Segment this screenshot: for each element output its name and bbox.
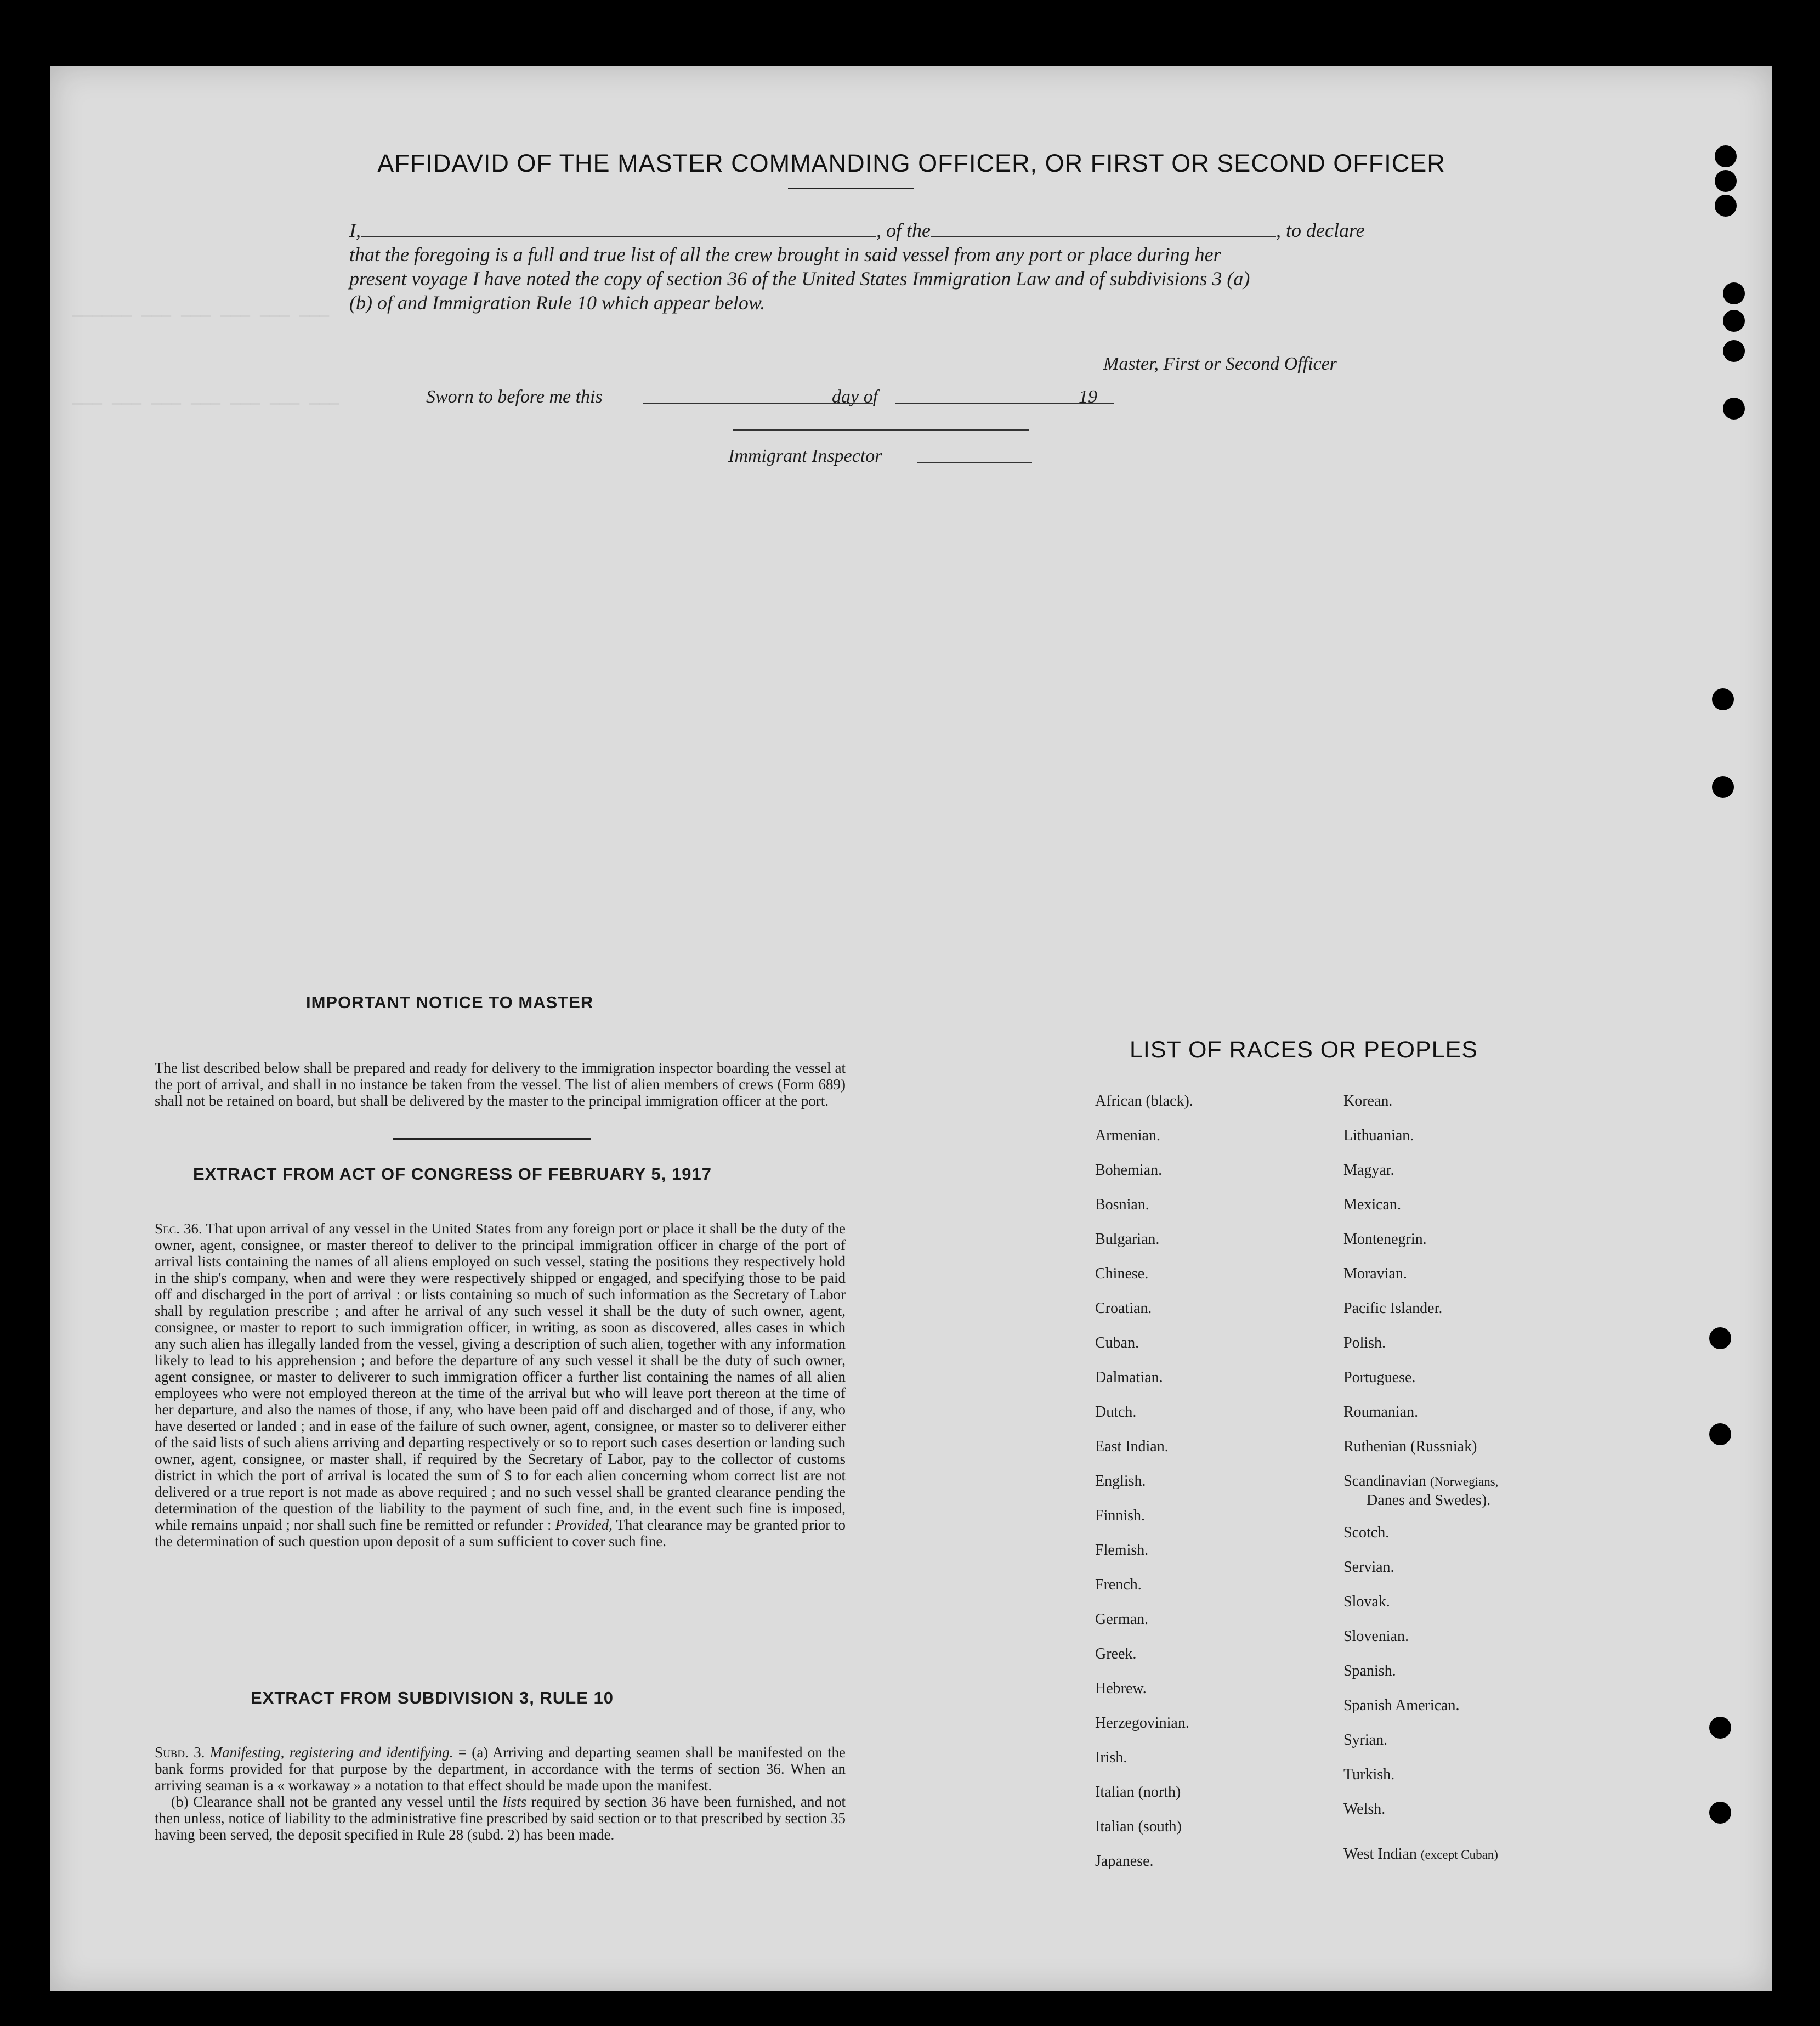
race-item: Hebrew. xyxy=(1095,1680,1147,1697)
race-item: Ruthenian (Russniak) xyxy=(1343,1438,1477,1455)
subd-b-end: required by section 36 have been furnished, and not then unless, notice of liability to the administrative fine prescribed by said section or to that prescribed by section 35 having been served, the deposit specified in Rule 28 (subd. 2) has been made. xyxy=(155,1793,846,1843)
rule-extract-heading: EXTRACT FROM SUBDIVISION 3, RULE 10 xyxy=(251,1688,614,1707)
race-item: African (black). xyxy=(1095,1093,1193,1110)
affidavit-line-1: I, , of the , to declare xyxy=(349,219,1365,241)
punch-hole xyxy=(1723,310,1745,332)
punch-hole xyxy=(1709,1802,1731,1824)
race-item: Dalmatian. xyxy=(1095,1369,1163,1386)
race-item: Spanish. xyxy=(1343,1662,1396,1679)
subd-title: Manifesting, registering and identifying. xyxy=(209,1744,453,1761)
race-item: Cuban. xyxy=(1095,1334,1139,1351)
race-item: Italian (south) xyxy=(1095,1818,1182,1835)
affidavit-line-3: present voyage I have noted the copy of section 36 of the United States Immigration Law and of subdivisions 3 (a) xyxy=(349,268,1250,290)
race-item: Montenegrin. xyxy=(1343,1231,1427,1248)
section-body-end: That clearance may be granted prior to the determination of such question upon deposit of a sum sufficient to cover such fine. xyxy=(155,1516,846,1549)
section-label: Sec. 36. xyxy=(155,1220,202,1237)
race-item-scandinavian: Scandinavian (Norwegians, xyxy=(1343,1473,1499,1490)
year-label: 19 xyxy=(1079,387,1097,407)
subd-label: Subd. 3. xyxy=(155,1744,205,1761)
race-item: Servian. xyxy=(1343,1559,1394,1576)
race-item: Scotch. xyxy=(1343,1524,1390,1541)
rule-extract-text xyxy=(155,1744,846,1843)
inspector-signature-line xyxy=(733,429,1029,431)
race-item: Greek. xyxy=(1095,1645,1137,1662)
day-of-label: day of xyxy=(832,387,878,407)
bleed-through-row: ——— ——— ——— ——— ——— ——— ——— xyxy=(72,395,339,414)
section-body: That upon arrival of any vessel in the United States from any foreign port or place it shall be the duty of the owner, agent, consignee, or master thereof to deliver to the principal immigration officer in charge of the port of arrival lists containing the names of all aliens employed on such vessel, stating the positions they respectively hold in the ship's company, when and were they were respectively shipped or engaged, and specifying those to be paid off and discharged in the port of arrival : or lists containing so much of such information as the Secretary of Labor shall by regulation prescribe ; and after he arrival of any such vessel it shall be the duty of such owner, agent, consignee, or master to report to such immigration officer, in writing, as soon as discovered, alles cases in which any such alien has illegally landed from the vessel, giving a description of such alien, together with any information likely to lead to his apprehension ; and before the departure of any such vessel it shall be the duty of such owner, agent consignee, or master to deliverer to such immigration officer a further list containing the names of all alien employees who were not employed thereon at the time of the arrival but who will leave port thereon at the time of her departure, and also the names of those, if any, who have been paid off and discharged and of those, if any, who have deserted or landed ; and in ease of the failure of such owner, agent, consignee, or master so to deliverer either of the said lists of such aliens arriving and departing respectively or so to report such cases desertion or landing such owner, agent, consignee, or master shall, if required by the Secretary of Labor, pay to the collector of customs district in which the port of arrival is located the sum of $ to for each alien concerning whom correct list are not delivered or a true report is not made as above required ; and no such vessel shall be granted clearance pending the determination of the question of the liability to the payment of such fine, and, in the event such fine is imposed, while remains unpaid ; nor shall such fine be remitted or refunder : xyxy=(155,1220,846,1533)
race-item: Dutch. xyxy=(1095,1404,1137,1421)
race-item: Slovak. xyxy=(1343,1593,1390,1610)
document-sheet xyxy=(50,66,1772,1991)
race-item: Portuguese. xyxy=(1343,1369,1416,1386)
officer-signature-label: Master, First or Second Officer xyxy=(1103,354,1337,374)
race-item: Mexican. xyxy=(1343,1196,1401,1213)
race-item: Croatian. xyxy=(1095,1300,1152,1317)
page-title: AFFIDAVID OF THE MASTER COMMANDING OFFICER, OR FIRST OR SECOND OFFICER xyxy=(377,149,1445,177)
races-heading: LIST OF RACES OR PEOPLES xyxy=(1130,1037,1478,1063)
affidavit-line-4: (b) of and Immigration Rule 10 which appear below. xyxy=(349,292,766,314)
race-item: French. xyxy=(1095,1576,1142,1593)
race-item: Korean. xyxy=(1343,1093,1393,1110)
race-item: Bohemian. xyxy=(1095,1162,1163,1179)
vessel-blank xyxy=(931,222,1276,237)
sworn-label: Sworn to before me this xyxy=(426,387,603,407)
race-item: Syrian. xyxy=(1343,1731,1388,1748)
affidavit-line-2: that the foregoing is a full and true list of all the crew brought in said vessel from any port or place during her xyxy=(349,244,1221,265)
punch-hole xyxy=(1715,170,1737,192)
punch-hole xyxy=(1715,145,1737,167)
subdivision-a xyxy=(155,1744,846,1793)
act-extract-heading: EXTRACT FROM ACT OF CONGRESS OF FEBRUARY 5, 1917 xyxy=(193,1164,712,1184)
race-item: Moravian. xyxy=(1343,1265,1407,1282)
race-item-scandinavian-line2: Danes and Swedes). xyxy=(1367,1492,1491,1509)
race-item-west-indian: West Indian (except Cuban) xyxy=(1343,1846,1498,1863)
race-item: Irish. xyxy=(1095,1749,1127,1766)
notice-heading: IMPORTANT NOTICE TO MASTER xyxy=(306,993,594,1012)
race-item: Japanese. xyxy=(1095,1853,1154,1870)
subd-a-text: = (a) Arriving and departing seamen shall be manifested on the bank forms provided for that purpose by the department, in accordance with the terms of section 36. When an arriving seaman is a « workaway » a notation to that effect should be made upon the manifest. xyxy=(155,1744,846,1793)
punch-hole xyxy=(1723,340,1745,362)
provided-label: Provided, xyxy=(555,1516,613,1533)
subdivision-b xyxy=(155,1793,846,1843)
inspector-label: Immigrant Inspector xyxy=(728,446,882,466)
race-item: Armenian. xyxy=(1095,1127,1160,1144)
race-item: Slovenian. xyxy=(1343,1628,1409,1645)
race-item: German. xyxy=(1095,1611,1149,1628)
race-item: Spanish American. xyxy=(1343,1697,1460,1714)
act-extract-text xyxy=(155,1220,846,1549)
punch-hole xyxy=(1723,282,1745,304)
punch-hole xyxy=(1715,195,1737,217)
affidavit-text xyxy=(349,218,1473,315)
race-item: Roumanian. xyxy=(1343,1404,1419,1421)
lists-word: lists xyxy=(502,1793,527,1810)
punch-hole xyxy=(1712,776,1734,798)
race-item: Pacific Islander. xyxy=(1343,1300,1443,1317)
race-item: Flemish. xyxy=(1095,1542,1149,1559)
punch-hole xyxy=(1709,1423,1731,1445)
race-item: Bulgarian. xyxy=(1095,1231,1160,1248)
race-item: Chinese. xyxy=(1095,1265,1149,1282)
race-item: Welsh. xyxy=(1343,1801,1386,1818)
race-item: Lithuanian. xyxy=(1343,1127,1414,1144)
punch-hole xyxy=(1709,1327,1731,1349)
title-underline xyxy=(788,188,914,189)
race-item: Turkish. xyxy=(1343,1766,1395,1783)
punch-hole xyxy=(1709,1717,1731,1739)
race-item: Italian (north) xyxy=(1095,1784,1181,1801)
race-item: Finnish. xyxy=(1095,1507,1146,1524)
name-blank xyxy=(361,222,876,237)
race-item: English. xyxy=(1095,1473,1146,1490)
bleed-through-row: —————— ——— ——— ——— ——— ——— xyxy=(72,307,330,326)
race-item: East Indian. xyxy=(1095,1438,1169,1455)
punch-hole xyxy=(1723,398,1745,420)
race-item: Magyar. xyxy=(1343,1162,1394,1179)
inspector-blank xyxy=(917,462,1032,463)
notice-rule xyxy=(393,1138,591,1140)
punch-hole xyxy=(1712,688,1734,710)
notice-text: The list described below shall be prepared and ready for delivery to the immigration inspector boarding the vessel at the port of arrival, and shall in no instance be taken from the vessel. The list of alien members of crews (Form 689) shall not be retained on board, but shall be delivered by the master to the principal immigration officer at the port. xyxy=(155,1060,846,1109)
race-item: Polish. xyxy=(1343,1334,1386,1351)
race-item: Herzegovinian. xyxy=(1095,1714,1189,1731)
subd-b-start: (b) Clearance shall not be granted any vessel until the xyxy=(171,1793,498,1810)
race-item: Bosnian. xyxy=(1095,1196,1149,1213)
